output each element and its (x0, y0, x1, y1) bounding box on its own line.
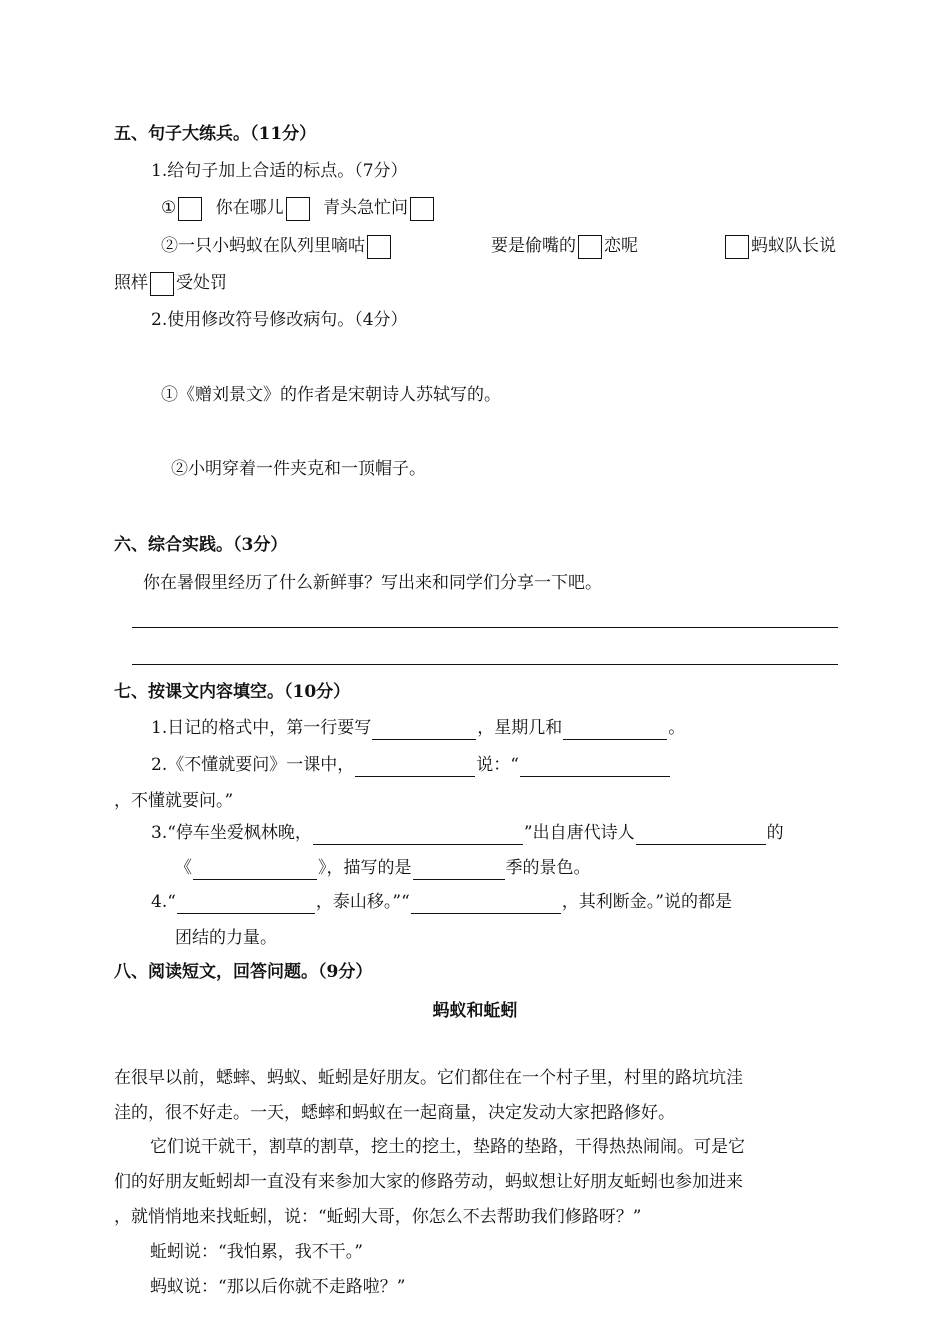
section5-q1: 1.给句子加上合适的标点。（7分） (151, 161, 408, 181)
section6-prompt: 你在暑假里经历了什么新鲜事？写出来和同学们分享一下吧。 (143, 573, 602, 593)
item-number: ② (161, 236, 178, 256)
passage-line: 蚯蚓说：“我怕累，我不干。” (150, 1242, 363, 1262)
sentence-text: 受处罚 (176, 273, 227, 293)
question-text: 4.“ (151, 892, 176, 912)
sentence-text: 照样 (114, 273, 148, 293)
punctuation-box[interactable] (725, 235, 749, 259)
question-text: 。 (668, 718, 686, 738)
fill-blank[interactable] (563, 721, 667, 740)
fill-blank[interactable] (411, 895, 561, 914)
punctuation-box[interactable] (578, 235, 602, 259)
question-text: ，星期几和 (477, 718, 563, 738)
question-text: 说：“ (476, 755, 519, 775)
fill-blank[interactable] (313, 826, 523, 845)
sentence-text: 恋呢 (604, 236, 638, 256)
sentence-text: 一只小蚂蚁在队列里嘀咕 (178, 236, 365, 256)
passage-line: ，就悄悄地来找蚯蚓，说：“蚯蚓大哥，你怎么不去帮助我们修路呀？” (114, 1207, 642, 1227)
section5-q1-item2 (161, 234, 393, 259)
punctuation-box[interactable] (367, 235, 391, 259)
fill-blank[interactable] (520, 758, 670, 777)
fill-blank[interactable] (355, 758, 475, 777)
section5-q1-item2-cont (114, 271, 227, 296)
fill-blank[interactable] (413, 861, 505, 880)
question-text: 2.《不懂就要问》一课中， (151, 755, 355, 775)
question-text: 《 (175, 858, 192, 878)
section5-q2-sentence2: ②小明穿着一件夹克和一顶帽子。 (171, 459, 426, 479)
section5-q2-sentence1: ①《赠刘景文》的作者是宋朝诗人苏轼写的。 (161, 385, 501, 405)
section7-q2-cont: ，不懂就要问。” (114, 791, 234, 811)
passage-line: 它们说干就干，割草的割草，挖土的挖土，垫路的垫路，干得热热闹闹。可是它 (150, 1137, 745, 1157)
punctuation-box[interactable] (286, 197, 310, 221)
section7-q1 (151, 716, 685, 740)
punctuation-box[interactable] (150, 272, 174, 296)
passage-line: 蚂蚁说：“那以后你就不走路啦？” (150, 1277, 406, 1297)
passage-line: 们的好朋友蚯蚓却一直没有来参加大家的修路劳动，蚂蚁想让好朋友蚯蚓也参加进来 (114, 1172, 743, 1192)
fill-blank[interactable] (177, 895, 315, 914)
question-text: 3.“停车坐爱枫林晚， (151, 823, 312, 843)
answer-line[interactable] (132, 664, 838, 665)
section7-q4-cont: 团结的力量。 (175, 928, 277, 948)
section5-heading: 五、句子大练兵。（11分） (114, 124, 317, 144)
section7-q3 (151, 821, 784, 845)
question-text: 季的景色。 (505, 858, 591, 878)
section8-heading: 八、阅读短文，回答问题。（9分） (114, 962, 373, 982)
question-text: 1.日记的格式中，第一行要写 (151, 718, 372, 738)
sentence-text: 要是偷嘴的 (491, 236, 576, 256)
sentence-text: 你在哪儿 (215, 198, 284, 218)
section7-q3-cont (175, 856, 591, 880)
item-number: ① (161, 198, 177, 218)
answer-line[interactable] (132, 627, 838, 628)
section5-q2: 2.使用修改符号修改病句。（4分） (151, 310, 408, 330)
passage-line: 洼的，很不好走。一天，蟋蟀和蚂蚁在一起商量，决定发动大家把路修好。 (114, 1103, 675, 1123)
question-text: 》，描写的是 (318, 858, 412, 878)
punctuation-box[interactable] (410, 197, 434, 221)
fill-blank[interactable] (636, 826, 766, 845)
section5-q1-item2-part2 (491, 234, 638, 259)
section6-heading: 六、综合实践。（3分） (114, 535, 288, 555)
section7-heading: 七、按课文内容填空。（10分） (114, 682, 351, 702)
passage-title: 蚂蚁和蚯蚓 (432, 1001, 518, 1021)
section7-q2 (151, 753, 671, 777)
fill-blank[interactable] (372, 721, 476, 740)
question-text: 的 (766, 823, 784, 843)
passage-line: 在很早以前，蟋蟀、蚂蚁、蚯蚓是好朋友。它们都住在一个村子里，村里的路坑坑洼 (114, 1068, 743, 1088)
question-text: ，泰山移。”“ (315, 892, 410, 912)
sentence-text: 蚂蚁队长说 (751, 236, 836, 256)
punctuation-box[interactable] (178, 197, 202, 221)
question-text: ，其利断金。”说的都是 (561, 892, 733, 912)
question-text: ”出自唐代诗人 (523, 823, 635, 843)
section5-q1-item2-part3 (723, 234, 836, 259)
fill-blank[interactable] (193, 861, 317, 880)
sentence-text: 青头急忙问 (323, 198, 409, 218)
section7-q4 (151, 890, 732, 914)
section5-q1-item1 (161, 196, 436, 221)
